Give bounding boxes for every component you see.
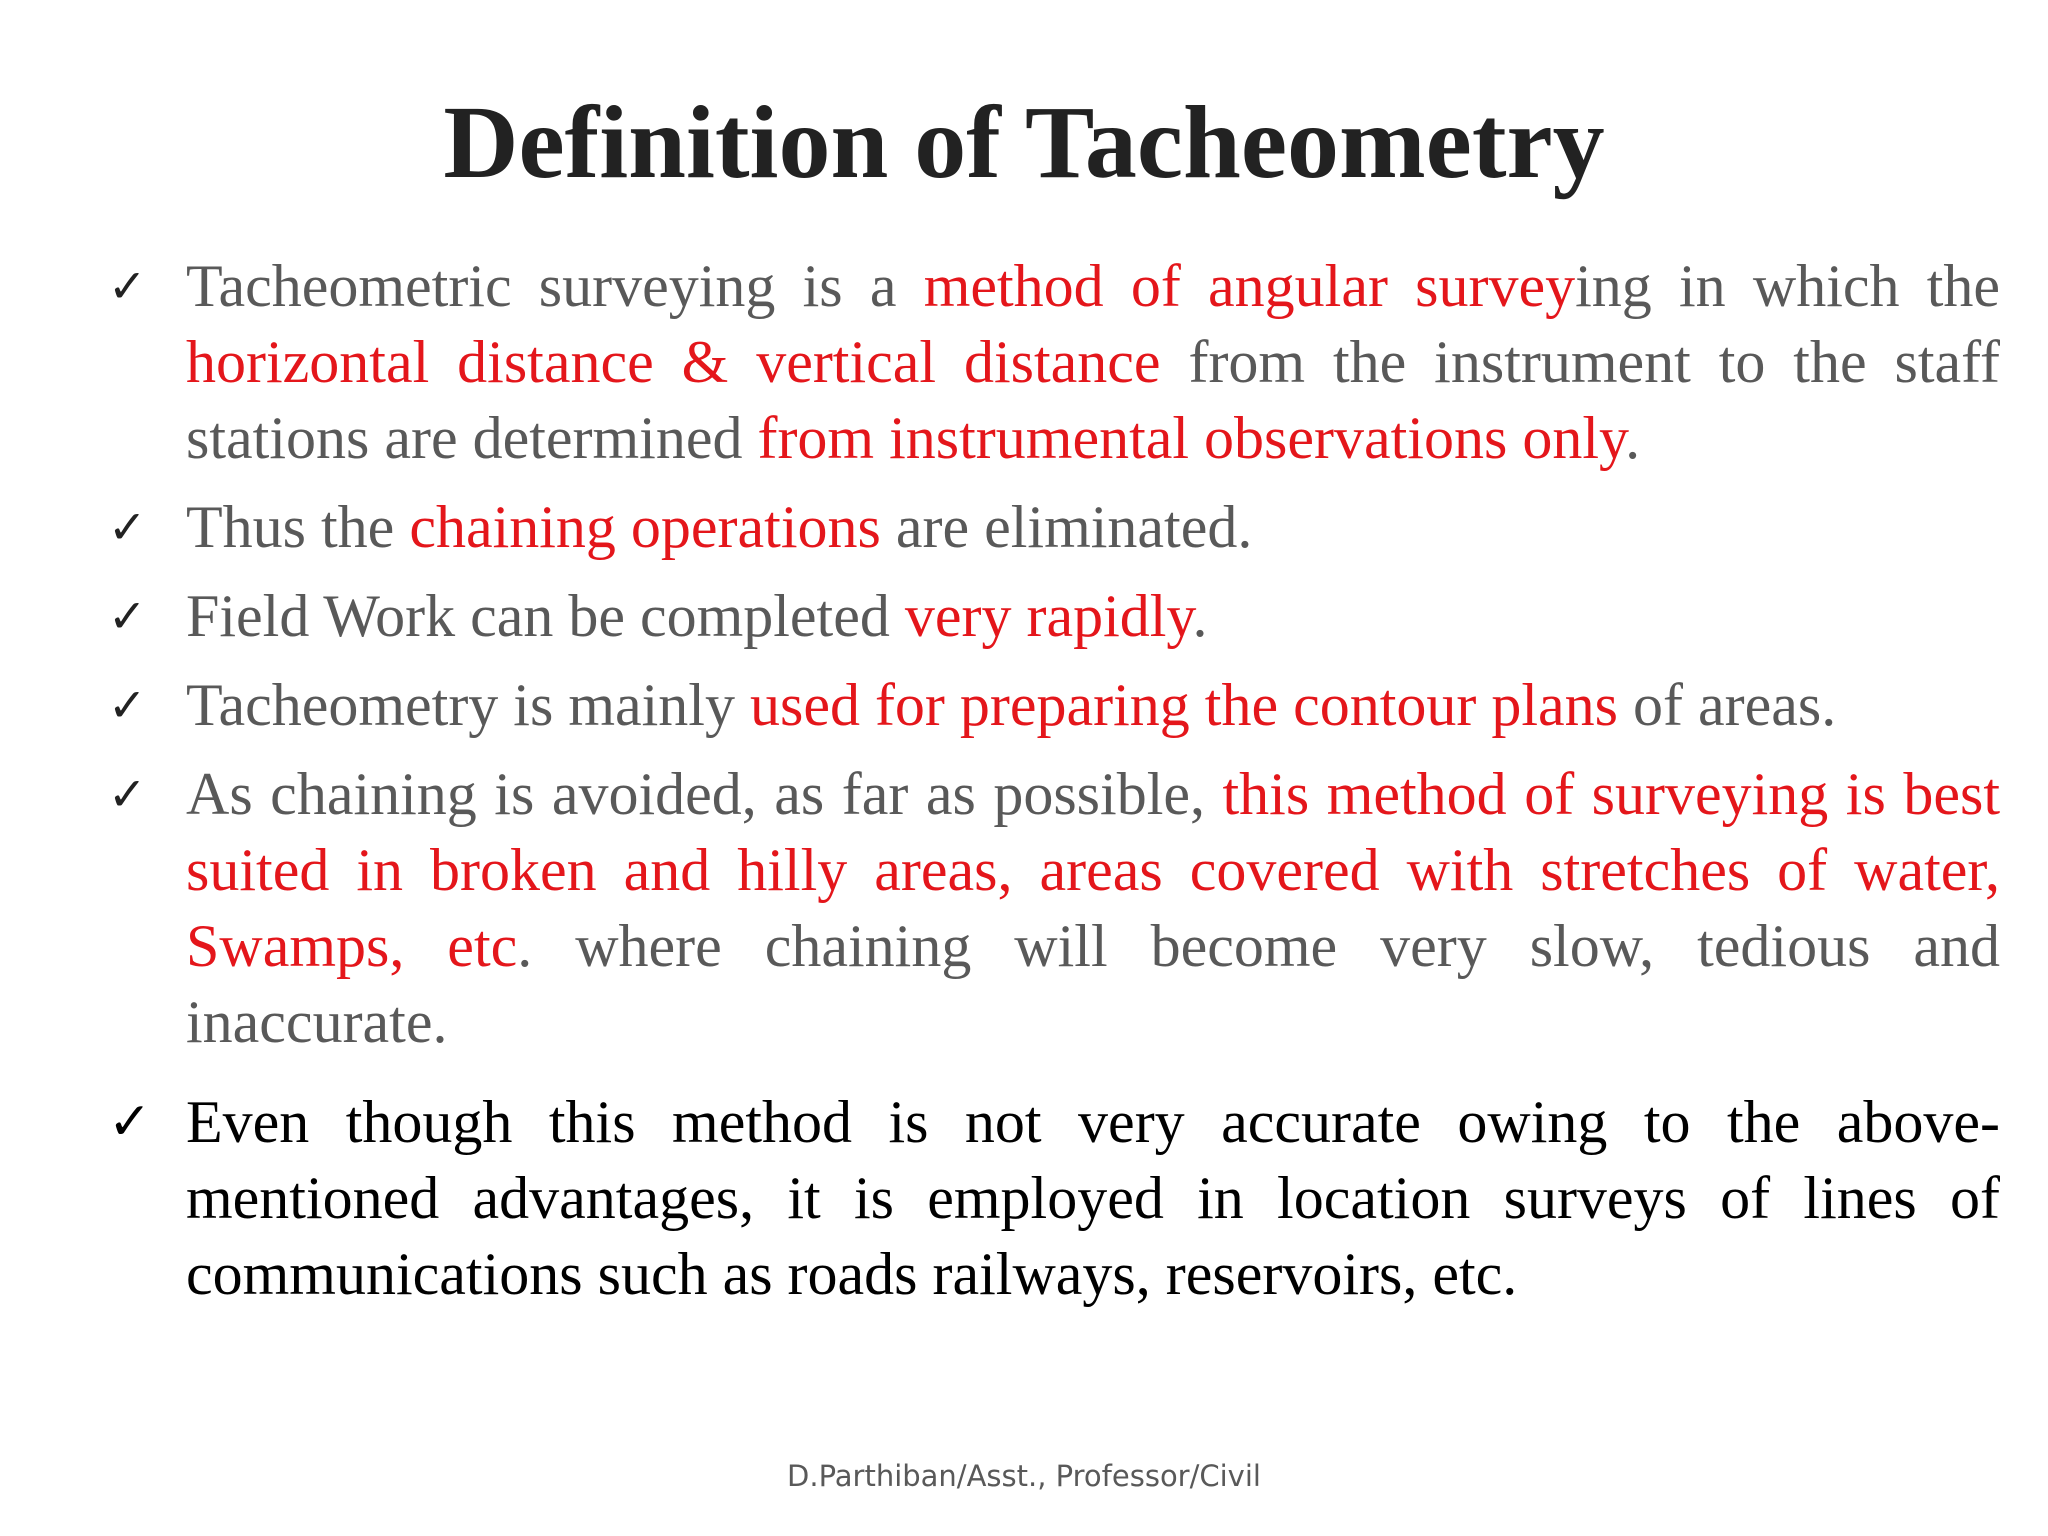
bullet-text xyxy=(186,253,2000,471)
bullet-segment: Even though this method is not very accurate owing to the above-mentioned advantages, it is employed in location surveys of lines of communications such as roads railways, reservoirs, etc. xyxy=(186,1089,2000,1307)
bullet-segment: Field Work can be completed xyxy=(186,583,905,649)
slide-title: Definition of Tacheometry xyxy=(443,85,1605,200)
bullet-segment: Tacheometry is mainly xyxy=(186,672,750,738)
slide-footer: D.Parthiban/Asst., Professor/Civil xyxy=(787,1459,1261,1493)
bullet-segment: Thus the xyxy=(186,494,410,560)
bullet-text xyxy=(186,1089,2000,1307)
check-mark-icon: ✓ xyxy=(108,1092,152,1152)
check-mark-icon: ✓ xyxy=(108,767,147,821)
bullet-text xyxy=(186,761,2000,1055)
bullet-text xyxy=(186,672,1836,738)
bullet-text xyxy=(186,583,1208,649)
bullet-segment: Tacheometric surveying is a xyxy=(186,253,924,319)
bullet-segment-highlight: chaining operations xyxy=(409,494,881,560)
bullet-item xyxy=(108,756,2000,1060)
bullet-text xyxy=(186,494,1252,560)
bullet-segment-highlight: method of angular survey xyxy=(923,253,1576,319)
bullet-segment: . xyxy=(1625,405,1641,471)
bullet-segment: As chaining is avoided, as far as possible, xyxy=(186,761,1223,827)
bullet-segment: of areas. xyxy=(1618,672,1837,738)
bullet-segment: . xyxy=(1192,583,1208,649)
bullet-segment-highlight: very rapidly xyxy=(904,583,1193,649)
bullet-item xyxy=(108,248,2000,476)
bullet-segment: ing in which the xyxy=(1575,253,2000,319)
bullet-segment: . where chaining will become very slow, tedious and inaccurate. xyxy=(186,913,2001,1055)
check-mark-icon: ✓ xyxy=(108,500,147,554)
bullet-item xyxy=(108,489,2000,565)
bullet-segment-highlight: horizontal distance & vertical distance xyxy=(186,329,1161,395)
bullet-segment-highlight: from instrumental observations only xyxy=(757,405,1626,471)
bullet-list xyxy=(108,248,2000,1325)
check-mark-icon: ✓ xyxy=(108,678,147,732)
check-mark-icon: ✓ xyxy=(108,259,147,313)
bullet-item xyxy=(108,578,2000,654)
bullet-segment: are eliminated. xyxy=(880,494,1253,560)
bullet-item xyxy=(108,667,2000,743)
bullet-segment-highlight: this method of surveying is best suited in broken and hilly areas, areas covered with stretches of water, Swamps, etc xyxy=(186,761,2000,979)
bullet-segment: from the instrument to the staff stations are determined xyxy=(186,329,2001,471)
bullet-segment-highlight: used for preparing the contour plans xyxy=(749,672,1619,738)
check-mark-icon: ✓ xyxy=(108,589,147,643)
bullet-item xyxy=(108,1084,2000,1312)
